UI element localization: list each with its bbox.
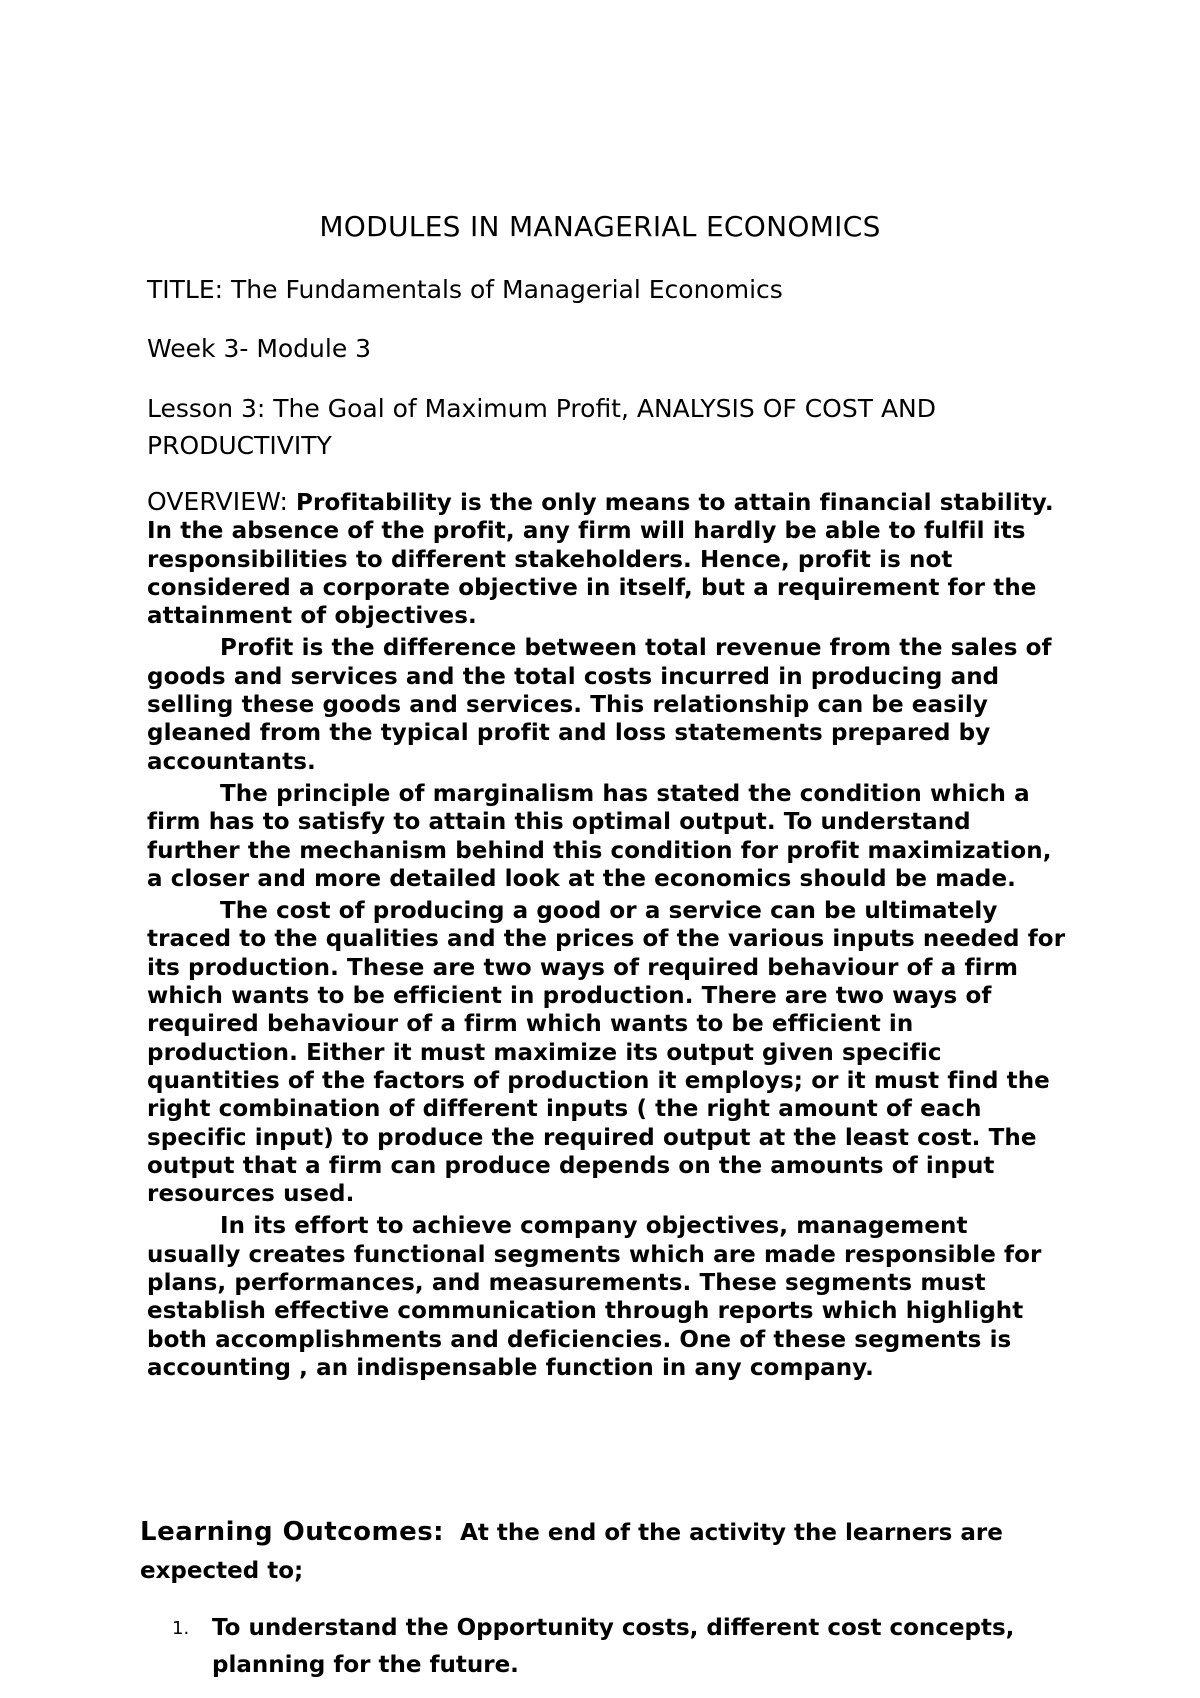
overview-paragraph-1	[147, 488, 1067, 630]
learning-outcomes-intro: At the end of the activity the learners are expected to;	[140, 1520, 1003, 1584]
week-line: Week 3- Module 3	[147, 334, 372, 363]
overview-label: OVERVIEW:	[147, 487, 297, 516]
overview-paragraph-2: Profit is the difference between total revenue from the sales of goods and services and the total costs incurred in producing and selling these goods and services. This relationship can be easily gleaned from the typical profit and loss statements prepared by accountants.	[147, 635, 1052, 775]
learning-outcomes-list	[172, 1610, 1072, 1684]
title-line: TITLE: The Fundamentals of Managerial Economics	[147, 275, 783, 304]
overview-paragraph-5: In its effort to achieve company objectives, management usually creates functional segments which are made responsible for plans, performances, and measurements. These segments must establish effective communication through reports which highlight both accomplishments and deficiencies. One of these segments is accounting , an indispensable function in any company.	[147, 1213, 1042, 1381]
list-item	[172, 1610, 1072, 1684]
learning-outcomes-heading: Learning Outcomes:	[140, 1517, 445, 1547]
learning-outcomes-section	[140, 1513, 1070, 1590]
overview-paragraph-4: The cost of producing a good or a service can be ultimately traced to the qualities and the prices of the various inputs needed for its production. These are two ways of required behaviour of a firm which wants to be efficient in production. There are two ways of required behaviour of a firm which wants to be efficient in production. Either it must maximize its output given specific quantities of the factors of production it employs; or it must find the right combination of different inputs ( the right amount of each specific input) to produce the required output at the least cost. The output that a firm can produce depends on the amounts of input resources used.	[147, 898, 1066, 1208]
document-header: MODULES IN MANAGERIAL ECONOMICS	[319, 210, 881, 243]
overview-text: Profitability is the only means to attain financial stability. In the absence of the profit, any firm will hardly be able to fulfil its responsibilities to different stakeholders. Hence, profit is not considered a corporate objective in itself, but a requirement for the attainment of objectives.	[147, 490, 1054, 630]
overview-section	[147, 488, 1067, 1382]
lesson-line: Lesson 3: The Goal of Maximum Profit, ANALYSIS OF COST AND PRODUCTIVITY	[147, 394, 937, 460]
list-item-number: 1.	[172, 1618, 190, 1639]
overview-paragraph-3: The principle of marginalism has stated the condition which a firm has to satisfy to attain this optimal output. To understand further the mechanism behind this condition for profit maximization, a closer and more detailed look at the economics should be made.	[147, 780, 1052, 892]
list-item-text: To understand the Opportunity costs, different cost concepts, planning for the future.	[212, 1615, 1015, 1678]
